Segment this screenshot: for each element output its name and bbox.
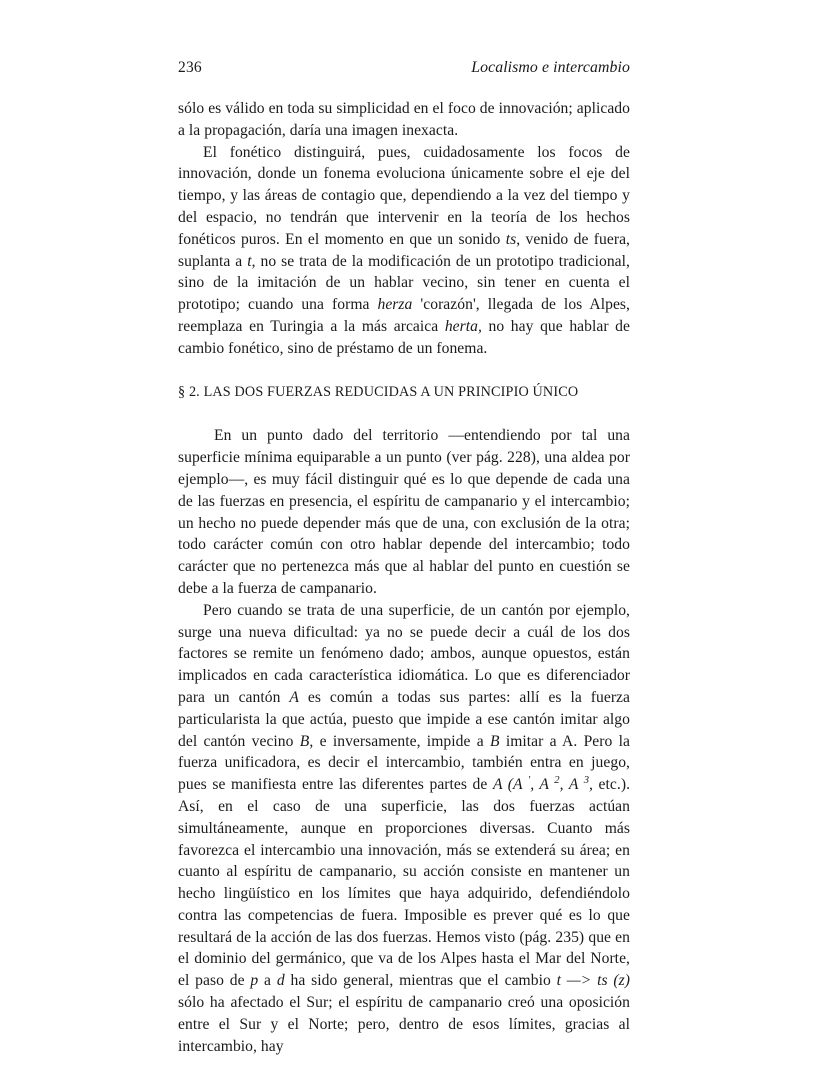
p4-italic-a-group-4: ,	[589, 776, 593, 794]
p4-italic-b1: B	[299, 732, 310, 750]
page-content-column	[178, 0, 630, 1057]
p3-text: En un punto dado del territorio —entendiendo por tal una superficie mínima equiparable a un punto (ver pág. 228), una aldea por ejemplo—, es muy fácil distinguir qué es lo que depende de cada una de las fuerzas en presencia, el espíritu de campanario y el intercambio; un hecho no puede depender más que de una, con exclusión de la otra; todo carácter común con otro hablar depende del intercambio; todo carácter que no pertenezca más que al hablar del punto en cuestión se debe a la fuerza de campanario.	[178, 427, 630, 597]
p4-italic-a1: A	[289, 688, 299, 706]
p4-segment-b: es común a todas sus partes: allí es la fuerza particularista la que actúa, puesto que impide a ese cantón imitar algo del cantón vecino	[178, 688, 630, 750]
p4-italic-d: d	[276, 972, 285, 990]
p4-superscript-3: 3	[583, 774, 590, 786]
p4-segment-a: Pero cuando se trata de una superficie, de un cantón por ejemplo, surge una nueva dificultad: ya no se puede decir a cuál de los dos factores se remite un fenómeno dado; ambos, aunque opuestos, están implicados en cada característica idiomática. Lo que es diferenciador para un cantón	[178, 601, 630, 706]
body-text	[178, 98, 630, 1057]
p4-segment-g: ha sido general, mientras que el cambio	[284, 972, 557, 990]
paragraph-3	[178, 425, 630, 599]
p4-italic-a-group-2: , A	[530, 776, 555, 794]
p4-italic-p: p	[250, 972, 259, 990]
p2-italic-ts: ts	[505, 230, 517, 248]
p2-segment-d: 'corazón', llegada de los Alpes, reemplaza en Turingia a la más arcaica	[178, 296, 630, 335]
page-number: 236	[178, 59, 202, 76]
p2-segment-b: , venido de fuera, suplanta a	[178, 230, 630, 270]
running-head-title: Localismo e intercambio	[471, 59, 630, 76]
paragraph-4	[178, 600, 630, 1058]
spacer-before-section	[178, 360, 630, 382]
p4-segment-f: a	[258, 972, 277, 990]
p4-italic-b2: B	[489, 732, 500, 750]
p4-italic-a-group-1: A (A	[492, 776, 528, 794]
p2-segment-c: , no se trata de la modificación de un prototipo tradicional, sino de la imitación de un hablar vecino, sin tener en cuenta el prototipo; cuando una forma	[178, 252, 630, 314]
paragraph-2	[178, 142, 630, 360]
p2-italic-t: t	[247, 252, 252, 270]
p4-segment-c: , e inversamente, impide a	[309, 732, 490, 750]
section-heading: § 2. LAS DOS FUERZAS REDUCIDAS A UN PRINCIPIO ÚNICO	[178, 383, 579, 400]
p4-italic-t-ts-z: t —> ts (z)	[556, 972, 630, 990]
paragraph-continuation	[178, 98, 630, 142]
p2-italic-herta: herta,	[444, 317, 482, 335]
p2-italic-herza: herza	[377, 296, 413, 314]
p4-superscript-1: '	[527, 774, 531, 786]
p4-segment-d: imitar a A. Pero la fuerza unificadora, es decir el intercambio, también entra en juego, pues se manifiesta entre las diferentes partes de	[178, 732, 630, 794]
p4-superscript-2: 2	[554, 774, 560, 786]
p4-segment-h: sólo ha afectado el Sur; el espíritu de campanario creó una oposición entre el Sur y el Norte; pero, dentro de esos límites, gracias al intercambio, hay	[178, 994, 630, 1055]
paragraph-1-text: sólo es válido en toda su simplicidad en el foco de innovación; aplicado a la propagación, daría una imagen inexacta.	[178, 100, 630, 139]
spacer-after-section	[178, 403, 630, 425]
p4-italic-a-group-3: , A	[559, 776, 584, 794]
p2-segment-a: El fonético distinguirá, pues, cuidadosamente los focos de innovación, donde un fonema evoluciona únicamente sobre el eje del tiempo, y las áreas de contagio que, dependiendo a la vez del tiempo y del espacio, no tendrán que intervenir en la teoría de los hechos fonéticos puros. En el momento en que un sonido	[178, 143, 630, 248]
running-head	[178, 58, 630, 88]
p2-segment-e: no hay que hablar de cambio fonético, sino de préstamo de un fonema.	[178, 317, 630, 357]
p4-segment-e: etc.). Así, en el caso de una superficie, las dos fuerzas actúan simultáneamente, aunque en proporciones diversas. Cuanto más favorezca el intercambio una innovación, más se extenderá su área; en cuanto al espíritu de campanario, su acción consiste en mantener un hecho lingüístico en los límites que haya adquirido, defendiéndolo contra las competencias de fuera. Imposible es prever qué es lo que resultará de la acción de las dos fuerzas. Hemos visto (pág. 235) que en el dominio del germánico, que va de los Alpes hasta el Mar del Norte, el paso de	[178, 776, 631, 990]
